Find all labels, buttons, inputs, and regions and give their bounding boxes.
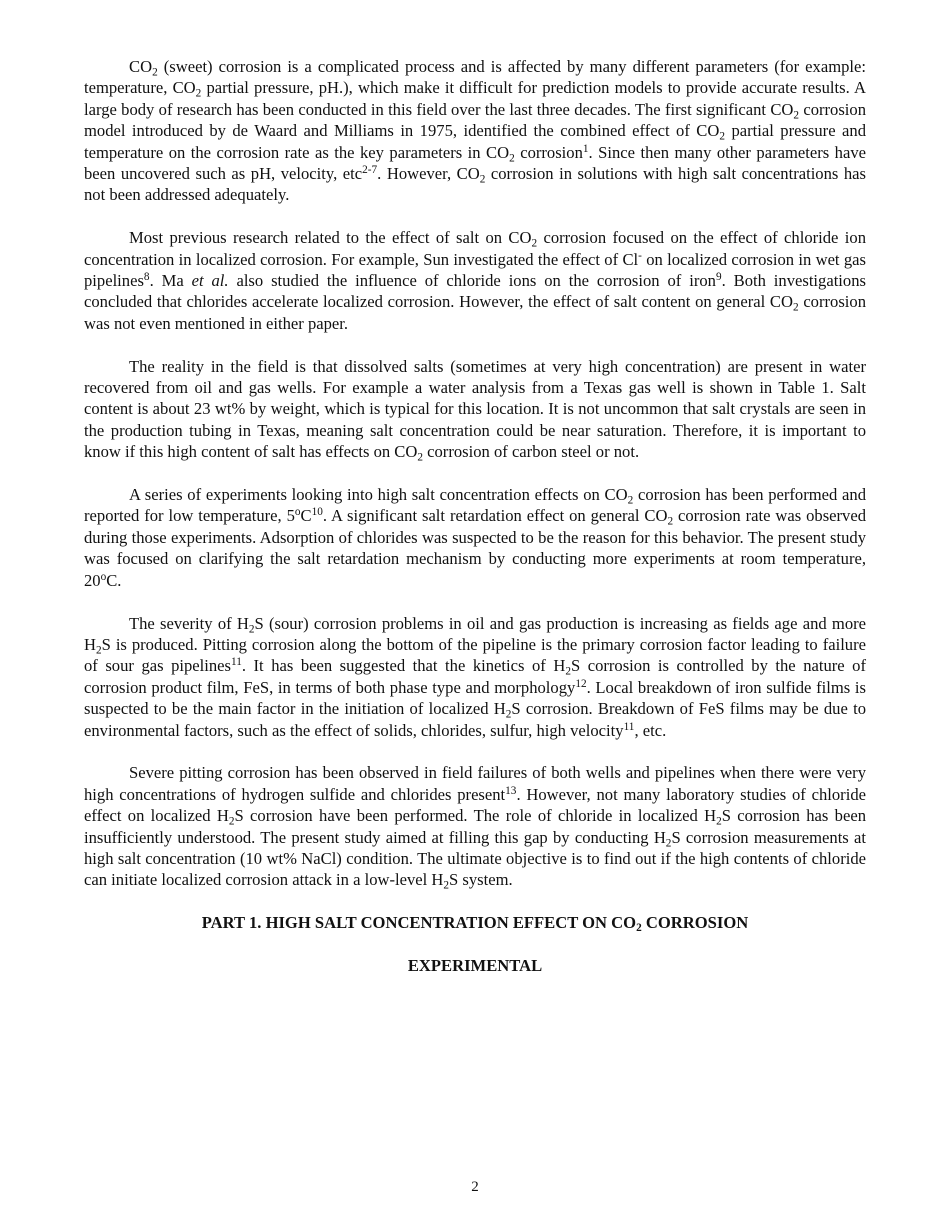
text-span: corrosion model introduced by de Waard and Milliams in 1975, identified the combined effect of CO	[84, 99, 867, 141]
text-span: S corrosion have been performed. The role of chloride in localized H	[234, 806, 717, 826]
paragraph-salt-previous-research	[84, 227, 866, 334]
subscript: 2	[636, 921, 642, 934]
part-heading	[84, 912, 866, 933]
subscript: 2	[443, 879, 450, 892]
text-span: . However, not many laboratory studies of chloride effect on localized H	[84, 784, 866, 826]
subscript: 2	[195, 87, 202, 100]
text-span: . A significant salt retardation effect on general CO	[322, 506, 668, 526]
subscript: 2	[248, 622, 255, 635]
text-span: S system.	[449, 870, 513, 890]
text-span: . It has been suggested that the kinetics of H	[241, 656, 566, 676]
subscript: 2	[531, 237, 538, 250]
text-span: S corrosion has been insufficiently understood. The present study aimed at filling this gap by conducting H	[84, 806, 866, 847]
citation-superscript: 10	[311, 506, 323, 519]
text-span: The severity of H	[129, 613, 249, 633]
text-span: C	[300, 506, 312, 526]
subscript: 2	[793, 109, 800, 122]
citation-superscript: 12	[575, 677, 587, 690]
text-span: corrosion was not even mentioned in either paper.	[84, 292, 866, 333]
text-span: S corrosion measurements at high salt concentration (10 wt% NaCl) condition. The ultimate objective is to find out if the high contents of chloride can initiate localized corrosion attack in a low-level H	[84, 827, 866, 890]
paragraph-pitting-corrosion	[84, 762, 866, 890]
page-body	[84, 56, 866, 998]
text-span: corrosion has been performed and reported for low temperature, 5	[84, 485, 866, 526]
text-span: partial pressure and temperature on the corrosion rate as the key parameters in CO	[84, 121, 866, 162]
page-number: 2	[471, 1179, 479, 1195]
citation-superscript: 13	[505, 784, 517, 797]
subscript: 2	[479, 173, 486, 186]
paragraph-experiments-series	[84, 484, 866, 591]
text-span: S is produced. Pitting corrosion along the bottom of the pipeline is the primary corrosion factor leading to failure of sour gas pipelines	[84, 634, 866, 676]
text-span: corrosion in solutions with high salt concentrations has not been addressed adequately.	[84, 164, 866, 205]
text-span: corrosion	[514, 142, 583, 162]
text-span: . Since then many other parameters have been uncovered such as pH, velocity, etc	[84, 142, 866, 184]
subscript: 2	[565, 665, 571, 678]
paragraph-field-reality	[84, 356, 866, 463]
degree-superscript: o	[294, 506, 301, 519]
paragraph-h2s-severity	[84, 613, 866, 741]
text-span: PART 1. HIGH SALT CONCENTRATION EFFECT ON CO	[201, 913, 637, 933]
text-span: . However, CO	[377, 164, 480, 184]
section-heading: EXPERIMENTAL	[407, 955, 543, 975]
text-span: CORROSION	[641, 913, 749, 933]
subscript: 2	[627, 494, 634, 507]
italic-text: et al.	[191, 271, 229, 291]
text-span: S corrosion is controlled by the nature of corrosion product film, FeS, in terms of both phase type and morphology	[84, 656, 866, 697]
text-span: The reality in the field is that dissolved salts (sometimes at very high concentration) are present in water recovered from oil and gas wells. For example a water analysis from a Texas gas well is shown in Table 1. Salt content is about 23 wt% by weight, which is typical for this location. It is not uncommon that salt crystals are seen in the production tubing in Texas, meaning salt concentration could be near saturation. Therefore, it is important to know if this high content of salt has effects on CO	[84, 356, 866, 462]
text-span: C.	[106, 570, 122, 590]
degree-superscript: o	[100, 570, 107, 583]
subscript: 2	[509, 152, 515, 164]
text-span: partial pressure, pH.), which make it difficult for prediction models to provide accurate results. A large body of research has been conducted in this field over the last three decades. The first significant CO	[84, 78, 866, 119]
text-span: also studied the influence of chloride ions on the corrosion of iron	[228, 271, 716, 291]
citation-superscript: 11	[623, 720, 635, 733]
citation-superscript: 1	[582, 142, 589, 155]
text-span: corrosion rate was observed during those experiments. Adsorption of chlorides was suspected to be the reason for this behavior. The present study was focused on clarifying the salt retardation mechanism by conducting more experiments at room temperature, 20	[84, 506, 867, 590]
subscript: 2	[792, 301, 799, 314]
text-span: . Local breakdown of iron sulfide films is suspected to be the main factor in the initiation of localized H	[84, 677, 866, 719]
text-span: . Ma	[149, 271, 192, 291]
text-span: corrosion focused on the effect of chloride ion concentration in localized corrosion. For example, Sun investigated the effect of Cl	[84, 228, 866, 269]
subscript: 2	[505, 708, 512, 721]
subscript: 2	[95, 644, 102, 657]
text-span: corrosion of carbon steel or not.	[423, 442, 640, 462]
text-span: S (sour) corrosion problems in oil and gas production is increasing as fields age and more H	[84, 613, 867, 654]
citation-superscript: 8	[143, 270, 150, 283]
subscript: 2	[417, 451, 423, 464]
text-span: A series of experiments looking into high salt concentration effects on CO	[129, 485, 628, 505]
superscript: -	[638, 249, 642, 262]
text-span: . Both investigations concluded that chlorides accelerate localized corrosion. However, the effect of salt content on general CO	[84, 271, 866, 312]
subscript: 2	[665, 836, 672, 849]
paragraph-co2-corrosion-intro	[84, 56, 866, 206]
text-span: S corrosion. Breakdown of FeS films may be due to environmental factors, such as the effect of solids, chlorides, sulfur, high velocity	[84, 699, 866, 740]
text-span: Most previous research related to the effect of salt on CO	[129, 228, 532, 248]
text-span: , etc.	[634, 720, 667, 740]
citation-superscript: 11	[231, 656, 242, 669]
subscript: 2	[228, 815, 235, 828]
text-span: (sweet) corrosion is a complicated process and is affected by many different parameters (for example: temperature, CO	[84, 57, 866, 98]
subscript: 2	[716, 815, 722, 828]
text-span: on localized corrosion in wet gas pipelines	[84, 249, 866, 291]
subscript: 2	[152, 66, 158, 79]
subscript: 2	[719, 130, 725, 143]
text-span: CO	[129, 57, 153, 76]
subscript: 2	[667, 515, 674, 528]
citation-superscript: 2-7	[362, 163, 378, 176]
citation-superscript: 9	[715, 270, 722, 283]
text-span: Severe pitting corrosion has been observed in field failures of both wells and pipelines when there were very high concentrations of hydrogen sulfide and chlorides present	[84, 763, 866, 804]
